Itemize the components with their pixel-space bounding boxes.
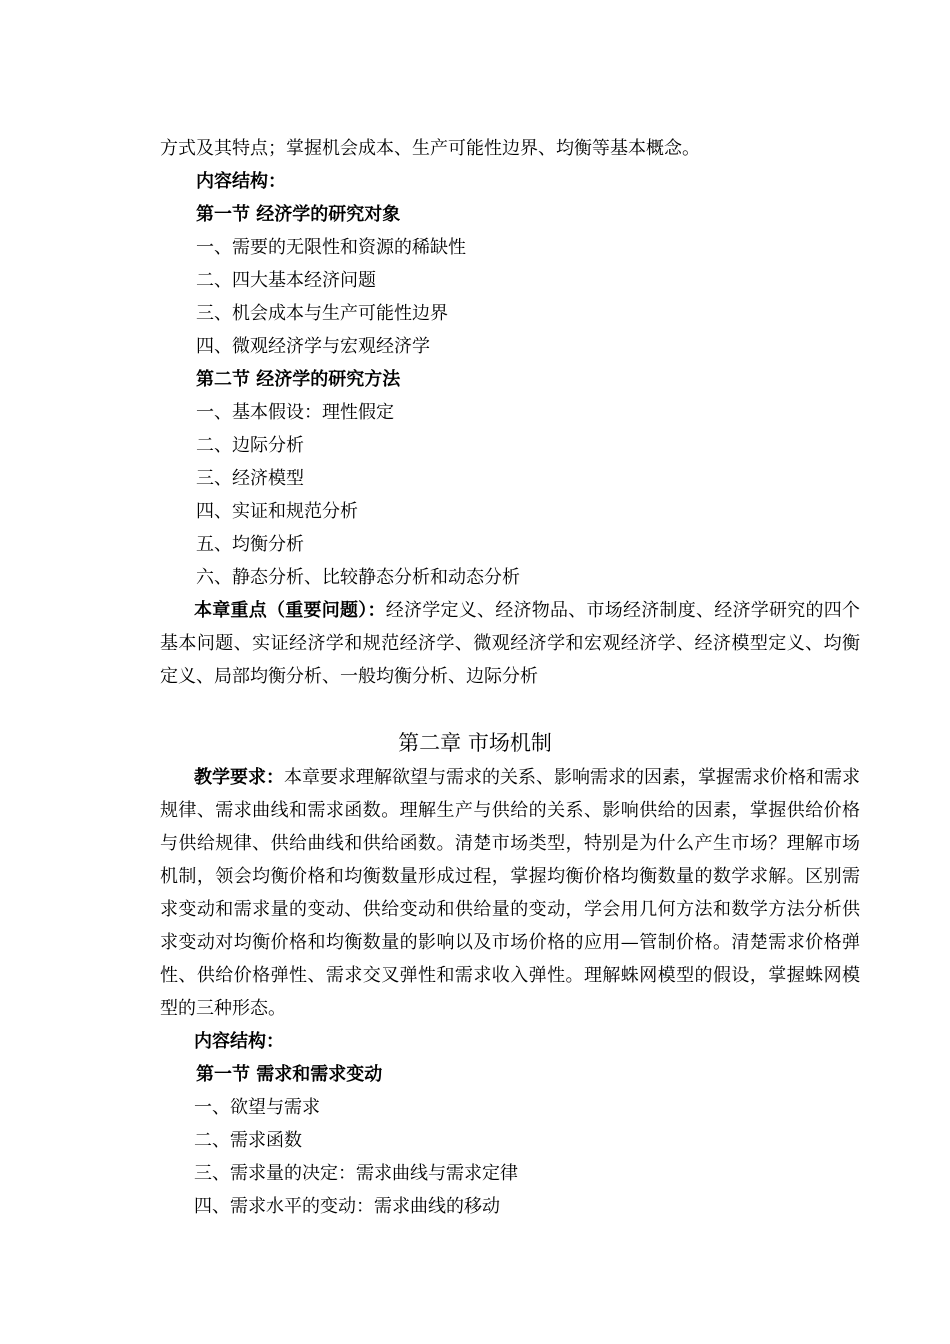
list-item: 三、需求量的决定：需求曲线与需求定律	[194, 1163, 518, 1184]
chapter-title: 第二章 市场机制	[398, 731, 552, 755]
key-points-label: 本章重点（重要问题）：	[194, 600, 386, 621]
requirements-label: 教学要求：	[194, 767, 284, 788]
ch1-structure-label: 内容结构：	[196, 171, 286, 192]
list-item: 一、需要的无限性和资源的稀缺性	[196, 237, 466, 258]
list-item: 三、机会成本与生产可能性边界	[196, 303, 448, 324]
list-item: 五、均衡分析	[196, 534, 304, 555]
list-item: 一、欲望与需求	[194, 1097, 320, 1118]
list-item: 二、四大基本经济问题	[196, 270, 376, 291]
ch2-section1-title: 第一节 需求和需求变动	[196, 1064, 383, 1085]
ch2-requirements	[160, 761, 860, 1025]
intro-line: 方式及其特点；掌握机会成本、生产可能性边界、均衡等基本概念。	[160, 138, 700, 159]
list-item: 一、基本假设：理性假定	[196, 402, 394, 423]
list-item: 二、需求函数	[194, 1130, 302, 1151]
ch1-key-points	[160, 594, 860, 693]
key-points-text: 经济学定义、经济物品、市场经济制度、经济学研究的四个基本问题、实证经济学和规范经济学、微观经济学和宏观经济学、经济模型定义、均衡定义、局部均衡分析、一般均衡分析、边际分析	[160, 600, 860, 687]
ch1-section2-title: 第二节 经济学的研究方法	[196, 369, 401, 390]
list-item: 四、微观经济学与宏观经济学	[196, 336, 430, 357]
list-item: 六、静态分析、比较静态分析和动态分析	[196, 567, 520, 588]
requirements-text: 本章要求理解欲望与需求的关系、影响需求的因素，掌握需求价格和需求规律、需求曲线和需求函数。理解生产与供给的关系、影响供给的因素，掌握供给价格与供给规律、供给曲线和供给函数。清楚市场类型，特别是为什么产生市场？理解市场机制，领会均衡价格和均衡数量形成过程，掌握均衡价格均衡数量的数学求解。区别需求变动和需求量的变动、供给变动和供给量的变动，学会用几何方法和数学方法分析供求变动对均衡价格和均衡数量的影响以及市场价格的应用—管制价格。清楚需求价格弹性、供给价格弹性、需求交叉弹性和需求收入弹性。理解蛛网模型的假设，掌握蛛网模型的三种形态。	[160, 767, 860, 1019]
list-item: 四、需求水平的变动：需求曲线的移动	[194, 1196, 500, 1217]
list-item: 四、实证和规范分析	[196, 501, 358, 522]
ch2-structure-label: 内容结构：	[194, 1031, 284, 1052]
list-item: 三、经济模型	[196, 468, 304, 489]
list-item: 二、边际分析	[196, 435, 304, 456]
ch1-section1-title: 第一节 经济学的研究对象	[196, 204, 401, 225]
